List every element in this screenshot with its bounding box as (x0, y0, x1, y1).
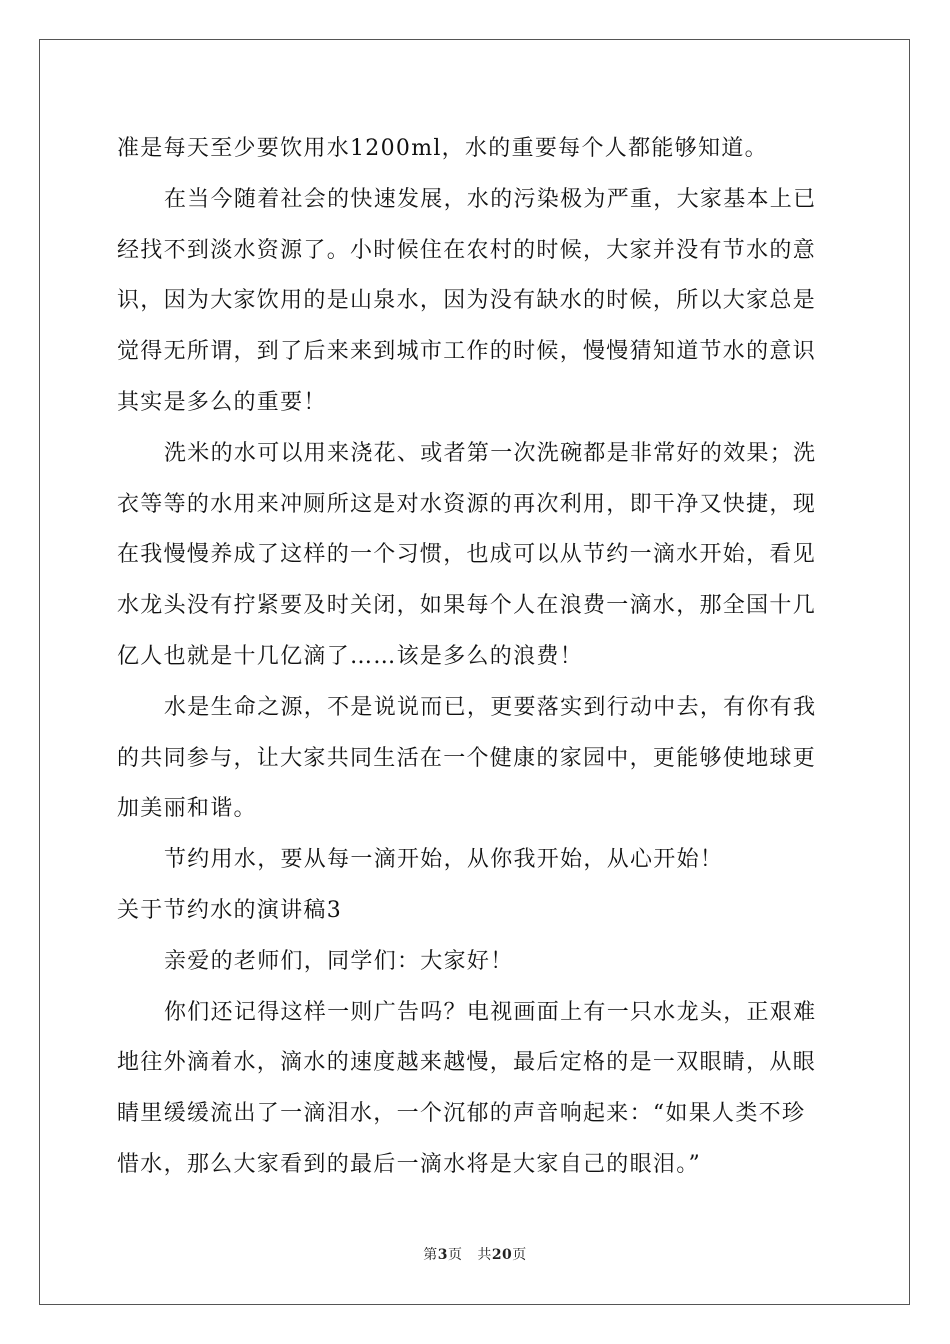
text-line: 识，因为大家饮用的是山泉水，因为没有缺水的时候，所以大家总是 (117, 288, 817, 314)
text-line: 在当今随着社会的快速发展，水的污染极为严重，大家基本上已 (164, 186, 817, 212)
current-page-number: 3 (437, 1247, 448, 1263)
footer-prefix: 第 (423, 1247, 438, 1263)
text-line: 节约用水，要从每一滴开始，从你我开始，从心开始！ (164, 847, 724, 873)
footer-total-suffix: 页 (512, 1247, 527, 1263)
text-line: 水是生命之源，不是说说而已，更要落实到行动中去，有你有我 (164, 694, 817, 720)
page-footer (0, 1244, 950, 1264)
text-line: 加美丽和谐。 (117, 796, 257, 822)
text-line: 准是每天至少要饮用水1200ml，水的重要每个人都能够知道。 (117, 136, 768, 161)
text-line: 觉得无所谓，到了后来来到城市工作的时候，慢慢猜知道节水的意识 (117, 339, 817, 365)
footer-total-prefix: 共 (477, 1247, 492, 1263)
text-line: 地往外滴着水，滴水的速度越来越慢，最后定格的是一双眼睛，从眼 (117, 1050, 817, 1076)
text-line: 睛里缓缓流出了一滴泪水，一个沉郁的声音响起来：“如果人类不珍 (117, 1101, 806, 1127)
text-line: 的共同参与，让大家共同生活在一个健康的家园中，更能够使地球更 (117, 745, 817, 771)
text-line: 亿人也就是十几亿滴了……该是多么的浪费！ (117, 643, 584, 669)
document-body (117, 124, 833, 1191)
text-line: 你们还记得这样一则广告吗？电视画面上有一只水龙头，正艰难 (164, 999, 817, 1025)
text-line: 惜水，那么大家看到的最后一滴水将是大家自己的眼泪。” (117, 1151, 702, 1177)
text-line: 衣等等的水用来冲厕所这是对水资源的再次利用，即干净又快捷，现 (117, 491, 817, 517)
text-line: 其实是多么的重要！ (117, 389, 327, 415)
text-line: 水龙头没有拧紧要及时关闭，如果每个人在浪费一滴水，那全国十几 (117, 593, 817, 619)
total-pages-number: 20 (491, 1247, 513, 1263)
text-line: 洗米的水可以用来浇花、或者第一次洗碗都是非常好的效果；洗 (164, 440, 817, 466)
footer-page-word: 页 (447, 1247, 463, 1263)
text-line: 关于节约水的演讲稿3 (117, 897, 342, 923)
text-line: 亲爱的老师们，同学们：大家好！ (164, 948, 514, 974)
text-line: 在我慢慢养成了这样的一个习惯，也成可以从节约一滴水开始，看见 (117, 542, 817, 568)
text-line: 经找不到淡水资源了。小时候住在农村的时候，大家并没有节水的意 (117, 237, 817, 263)
